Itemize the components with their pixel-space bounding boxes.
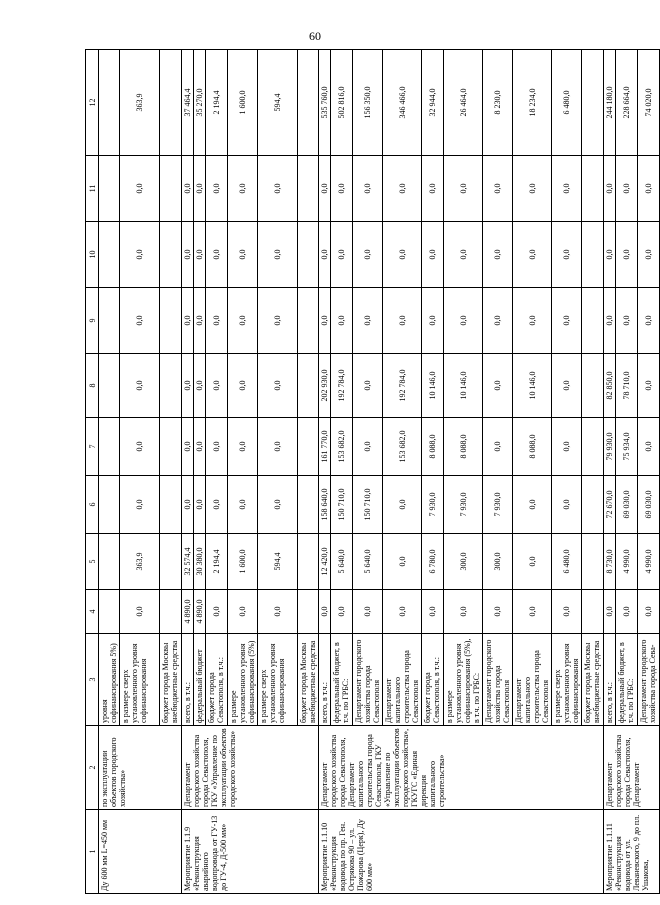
amount-cell <box>99 476 120 534</box>
amount-cell: 0,0 <box>228 590 258 634</box>
amount-cell: 0,0 <box>483 354 513 418</box>
amount-cell: 0,0 <box>120 590 160 634</box>
amount-cell: 0,0 <box>483 418 513 476</box>
amount-cell: 0,0 <box>616 222 638 288</box>
funding-source-cell: бюджет города Севастополя, в т.ч.: <box>422 634 444 726</box>
header-cell: 8 <box>86 354 99 418</box>
funding-source-cell: в размере сверх установленного уровня софинансирования <box>552 634 582 726</box>
table-row <box>604 50 616 894</box>
amount-cell <box>298 476 319 534</box>
amount-cell: 0,0 <box>258 418 298 476</box>
header-cell: 10 <box>86 222 99 288</box>
amount-cell: 0,0 <box>206 156 228 222</box>
amount-cell: 0,0 <box>206 222 228 288</box>
budget-table <box>85 49 660 894</box>
amount-cell: 0,0 <box>638 418 660 476</box>
amount-cell: 158 640,0 <box>319 476 331 534</box>
amount-cell: 12 420,0 <box>319 534 331 590</box>
amount-cell: 594,4 <box>258 50 298 156</box>
amount-cell: 0,0 <box>552 354 582 418</box>
amount-cell: 32 944,0 <box>422 50 444 156</box>
measure-name-cell: Мероприятие 1.1.9 «Реконструкция аварийного водопровода от ГУ-13 до ГУ-4, Д-500 мм» <box>182 810 319 894</box>
amount-cell: 0,0 <box>353 354 383 418</box>
amount-cell: 502 816,0 <box>331 50 353 156</box>
amount-cell: 10 146,0 <box>444 354 483 418</box>
amount-cell: 594,4 <box>258 534 298 590</box>
amount-cell <box>160 534 182 590</box>
amount-cell: 0,0 <box>182 222 194 288</box>
amount-cell: 5 640,0 <box>331 534 353 590</box>
amount-cell: 0,0 <box>513 222 552 288</box>
amount-cell: 0,0 <box>638 222 660 288</box>
amount-cell: 0,0 <box>513 156 552 222</box>
measure-name-cell: Ду 600 мм L=450 мм <box>99 810 182 894</box>
amount-cell: 0,0 <box>319 156 331 222</box>
funding-source-cell: всего, в т.ч.: <box>604 634 616 726</box>
amount-cell: 0,0 <box>194 354 206 418</box>
rotated-sheet <box>85 50 657 894</box>
amount-cell: 0,0 <box>638 354 660 418</box>
amount-cell: 0,0 <box>353 288 383 354</box>
amount-cell <box>99 50 120 156</box>
funding-source-cell: в размере установленного уровня софинансирования (5%) <box>228 634 258 726</box>
funding-source-cell: в размере установленного уровня софинансирования (5%), в т.ч. по ГРБС: <box>444 634 483 726</box>
amount-cell: 0,0 <box>383 534 422 590</box>
amount-cell: 4 890,0 <box>194 590 206 634</box>
amount-cell <box>99 156 120 222</box>
amount-cell: 0,0 <box>353 222 383 288</box>
responsible-cell: Департамент городского хозяйства города Севастополя, ГКУ «Управление по эксплуатации объектов городского хозяйства» <box>182 726 319 810</box>
amount-cell: 150 710,0 <box>353 476 383 534</box>
amount-cell: 1 600,0 <box>228 50 258 156</box>
amount-cell <box>160 354 182 418</box>
amount-cell: 0,0 <box>182 476 194 534</box>
amount-cell: 0,0 <box>422 222 444 288</box>
header-cell: 12 <box>86 50 99 156</box>
amount-cell: 0,0 <box>604 288 616 354</box>
funding-source-cell: федеральный бюджет <box>194 634 206 726</box>
funding-source-cell: Департамент городского хозяйства города Севастополя <box>483 634 513 726</box>
amount-cell: 0,0 <box>604 156 616 222</box>
amount-cell: 0,0 <box>331 156 353 222</box>
amount-cell: 0,0 <box>604 590 616 634</box>
amount-cell: 0,0 <box>194 476 206 534</box>
amount-cell <box>99 418 120 476</box>
amount-cell: 0,0 <box>444 156 483 222</box>
amount-cell: 0,0 <box>319 222 331 288</box>
amount-cell: 0,0 <box>228 418 258 476</box>
amount-cell: 346 466,0 <box>383 50 422 156</box>
page-number: 60 <box>309 29 321 43</box>
amount-cell: 0,0 <box>258 590 298 634</box>
funding-source-cell: Департамент капитального строительства города Севастополя <box>513 634 552 726</box>
amount-cell: 0,0 <box>638 156 660 222</box>
amount-cell: 0,0 <box>206 418 228 476</box>
amount-cell: 0,0 <box>194 418 206 476</box>
amount-cell: 7 930,0 <box>444 476 483 534</box>
amount-cell: 8 088,0 <box>444 418 483 476</box>
amount-cell: 0,0 <box>331 222 353 288</box>
amount-cell <box>160 418 182 476</box>
amount-cell: 0,0 <box>319 288 331 354</box>
amount-cell: 0,0 <box>206 288 228 354</box>
amount-cell: 0,0 <box>638 288 660 354</box>
amount-cell: 0,0 <box>258 156 298 222</box>
header-cell: 6 <box>86 476 99 534</box>
amount-cell: 0,0 <box>206 476 228 534</box>
table-row <box>319 50 331 894</box>
amount-cell: 0,0 <box>182 156 194 222</box>
amount-cell: 0,0 <box>616 590 638 634</box>
amount-cell: 79 930,0 <box>604 418 616 476</box>
amount-cell: 0,0 <box>552 222 582 288</box>
funding-source-cell: бюджет города Москвы внебюджетные средства <box>160 634 182 726</box>
amount-cell: 0,0 <box>552 288 582 354</box>
amount-cell: 0,0 <box>120 222 160 288</box>
amount-cell: 0,0 <box>552 418 582 476</box>
amount-cell: 0,0 <box>444 590 483 634</box>
amount-cell: 0,0 <box>483 156 513 222</box>
amount-cell: 10 146,0 <box>513 354 552 418</box>
amount-cell: 7 930,0 <box>483 476 513 534</box>
amount-cell <box>160 156 182 222</box>
amount-cell: 0,0 <box>353 590 383 634</box>
amount-cell <box>298 534 319 590</box>
amount-cell: 0,0 <box>552 476 582 534</box>
amount-cell: 0,0 <box>228 354 258 418</box>
amount-cell: 0,0 <box>383 476 422 534</box>
amount-cell <box>582 476 604 534</box>
amount-cell: 8 088,0 <box>513 418 552 476</box>
amount-cell <box>99 288 120 354</box>
amount-cell: 82 850,0 <box>604 354 616 418</box>
header-cell: 3 <box>86 634 99 726</box>
amount-cell: 18 234,0 <box>513 50 552 156</box>
amount-cell: 69 030,0 <box>616 476 638 534</box>
amount-cell: 0,0 <box>228 476 258 534</box>
amount-cell <box>99 590 120 634</box>
amount-cell: 363,9 <box>120 534 160 590</box>
amount-cell <box>582 156 604 222</box>
header-cell: 5 <box>86 534 99 590</box>
amount-cell: 4 990,0 <box>638 534 660 590</box>
amount-cell: 0,0 <box>331 590 353 634</box>
amount-cell <box>298 418 319 476</box>
funding-source-cell: Департамент городского хозяйства города Севастополя <box>353 634 383 726</box>
funding-source-cell: в размере сверх установленного уровня софинансирования <box>258 634 298 726</box>
amount-cell: 0,0 <box>638 590 660 634</box>
amount-cell: 0,0 <box>258 354 298 418</box>
amount-cell: 0,0 <box>513 590 552 634</box>
header-row <box>86 50 99 894</box>
amount-cell: 228 664,0 <box>616 50 638 156</box>
amount-cell: 6 780,0 <box>422 534 444 590</box>
header-cell: 11 <box>86 156 99 222</box>
amount-cell <box>298 590 319 634</box>
amount-cell: 0,0 <box>194 288 206 354</box>
amount-cell: 0,0 <box>483 222 513 288</box>
amount-cell: 202 930,0 <box>319 354 331 418</box>
amount-cell: 8 088,0 <box>422 418 444 476</box>
amount-cell <box>582 418 604 476</box>
amount-cell: 0,0 <box>483 288 513 354</box>
amount-cell: 72 670,0 <box>604 476 616 534</box>
amount-cell: 0,0 <box>616 156 638 222</box>
amount-cell: 0,0 <box>206 354 228 418</box>
amount-cell <box>582 590 604 634</box>
responsible-cell: Департамент городского хозяйства города Севастополя, Департамент <box>604 726 660 810</box>
amount-cell: 0,0 <box>120 288 160 354</box>
amount-cell: 161 770,0 <box>319 418 331 476</box>
amount-cell: 26 464,0 <box>444 50 483 156</box>
amount-cell: 0,0 <box>194 222 206 288</box>
amount-cell: 0,0 <box>616 288 638 354</box>
amount-cell: 0,0 <box>444 222 483 288</box>
amount-cell: 6 480,0 <box>552 50 582 156</box>
funding-source-cell: бюджет города Москвы внебюджетные средства <box>298 634 319 726</box>
amount-cell: 0,0 <box>513 476 552 534</box>
funding-source-cell: федеральный бюджет, в т.ч. по ГРБС: <box>616 634 638 726</box>
amount-cell: 192 784,0 <box>331 354 353 418</box>
table-row <box>182 50 194 894</box>
amount-cell: 0,0 <box>513 288 552 354</box>
amount-cell <box>99 222 120 288</box>
amount-cell: 0,0 <box>383 590 422 634</box>
amount-cell: 35 270,0 <box>194 50 206 156</box>
amount-cell <box>582 50 604 156</box>
amount-cell: 78 710,0 <box>616 354 638 418</box>
amount-cell: 300,0 <box>483 534 513 590</box>
amount-cell: 0,0 <box>120 156 160 222</box>
amount-cell: 6 480,0 <box>552 534 582 590</box>
funding-source-cell: в размере сверх установленного уровня софинансирования <box>120 634 160 726</box>
amount-cell: 10 146,0 <box>422 354 444 418</box>
header-cell: 7 <box>86 418 99 476</box>
amount-cell <box>99 534 120 590</box>
amount-cell: 153 682,0 <box>331 418 353 476</box>
header-cell: 1 <box>86 810 99 894</box>
amount-cell <box>298 288 319 354</box>
amount-cell: 192 784,0 <box>383 354 422 418</box>
funding-source-cell: бюджет города Москвы внебюджетные средства <box>582 634 604 726</box>
amount-cell <box>160 476 182 534</box>
amount-cell <box>160 590 182 634</box>
amount-cell: 0,0 <box>383 288 422 354</box>
table-row <box>99 50 120 894</box>
amount-cell: 4 990,0 <box>616 534 638 590</box>
amount-cell <box>99 354 120 418</box>
amount-cell <box>582 222 604 288</box>
amount-cell: 0,0 <box>120 418 160 476</box>
amount-cell: 75 934,0 <box>616 418 638 476</box>
header-cell: 9 <box>86 288 99 354</box>
amount-cell: 0,0 <box>552 590 582 634</box>
header-cell: 4 <box>86 590 99 634</box>
measure-name-cell: Мероприятие 1.1.11 «Реконструкция водовода от ул. Леваневского, 9 до пл. Ушакова, <box>604 810 660 894</box>
amount-cell: 300,0 <box>444 534 483 590</box>
responsible-cell: по эксплуатации объектов городского хозяйства» <box>99 726 182 810</box>
responsible-cell: Департамент городского хозяйства города Севастополя, Департамент капитального строительства города Севастополя, ГКУ «Управление по эксплуатации объектов городского хозяйства», ГКУГС «Единая дирекция капитального строительства» <box>319 726 604 810</box>
amount-cell: 0,0 <box>228 156 258 222</box>
amount-cell: 0,0 <box>422 156 444 222</box>
amount-cell: 0,0 <box>182 288 194 354</box>
amount-cell: 8 230,0 <box>483 50 513 156</box>
amount-cell: 1 600,0 <box>228 534 258 590</box>
header-cell: 2 <box>86 726 99 810</box>
amount-cell: 0,0 <box>182 418 194 476</box>
amount-cell: 0,0 <box>228 288 258 354</box>
measure-name-cell: Мероприятие 1.1.10 «Реконструкция водовода по пр. Ген. Острякова 90 – ул. Пожарова (Церк), Ду 600 мм» <box>319 810 604 894</box>
amount-cell: 0,0 <box>258 222 298 288</box>
amount-cell <box>298 222 319 288</box>
amount-cell: 0,0 <box>513 534 552 590</box>
amount-cell: 37 464,4 <box>182 50 194 156</box>
amount-cell: 4 890,0 <box>182 590 194 634</box>
amount-cell: 0,0 <box>483 590 513 634</box>
amount-cell: 74 020,0 <box>638 50 660 156</box>
amount-cell: 0,0 <box>194 156 206 222</box>
amount-cell: 30 380,0 <box>194 534 206 590</box>
amount-cell: 0,0 <box>383 156 422 222</box>
amount-cell: 0,0 <box>353 418 383 476</box>
amount-cell: 0,0 <box>258 476 298 534</box>
amount-cell <box>160 222 182 288</box>
amount-cell: 0,0 <box>319 590 331 634</box>
amount-cell <box>160 50 182 156</box>
amount-cell: 363,9 <box>120 50 160 156</box>
amount-cell: 0,0 <box>206 590 228 634</box>
amount-cell: 2 194,4 <box>206 534 228 590</box>
funding-source-cell: Департамент городского хозяйства города Сева- <box>638 634 660 726</box>
amount-cell: 69 030,0 <box>638 476 660 534</box>
amount-cell <box>298 354 319 418</box>
amount-cell <box>582 354 604 418</box>
amount-cell: 0,0 <box>422 288 444 354</box>
funding-source-cell: уровня софинансирования 5%) <box>99 634 120 726</box>
amount-cell: 0,0 <box>228 222 258 288</box>
amount-cell: 0,0 <box>120 476 160 534</box>
funding-source-cell: всего, в т.ч.: <box>319 634 331 726</box>
amount-cell: 5 640,0 <box>353 534 383 590</box>
table-container <box>85 50 657 894</box>
amount-cell: 0,0 <box>120 354 160 418</box>
funding-source-cell: бюджет города Севастополя, в т.ч.: <box>206 634 228 726</box>
funding-source-cell: федеральный бюджет, в т.ч. по ГРБС: <box>331 634 353 726</box>
amount-cell: 0,0 <box>353 156 383 222</box>
amount-cell: 2 194,4 <box>206 50 228 156</box>
funding-source-cell: всего, в т.ч.: <box>182 634 194 726</box>
amount-cell: 0,0 <box>182 354 194 418</box>
funding-source-cell: Департамент капитального строительства города Севастополя <box>383 634 422 726</box>
amount-cell <box>298 156 319 222</box>
amount-cell <box>582 534 604 590</box>
amount-cell: 150 710,0 <box>331 476 353 534</box>
amount-cell: 156 350,0 <box>353 50 383 156</box>
amount-cell: 0,0 <box>552 156 582 222</box>
amount-cell <box>298 50 319 156</box>
amount-cell: 0,0 <box>604 222 616 288</box>
amount-cell: 0,0 <box>422 590 444 634</box>
amount-cell: 8 730,0 <box>604 534 616 590</box>
amount-cell <box>160 288 182 354</box>
amount-cell: 0,0 <box>258 288 298 354</box>
amount-cell <box>582 288 604 354</box>
amount-cell: 0,0 <box>383 222 422 288</box>
amount-cell: 32 574,4 <box>182 534 194 590</box>
amount-cell: 153 682,0 <box>383 418 422 476</box>
amount-cell: 7 930,0 <box>422 476 444 534</box>
amount-cell: 0,0 <box>444 288 483 354</box>
amount-cell: 535 760,0 <box>319 50 331 156</box>
amount-cell: 244 180,0 <box>604 50 616 156</box>
amount-cell: 0,0 <box>331 288 353 354</box>
